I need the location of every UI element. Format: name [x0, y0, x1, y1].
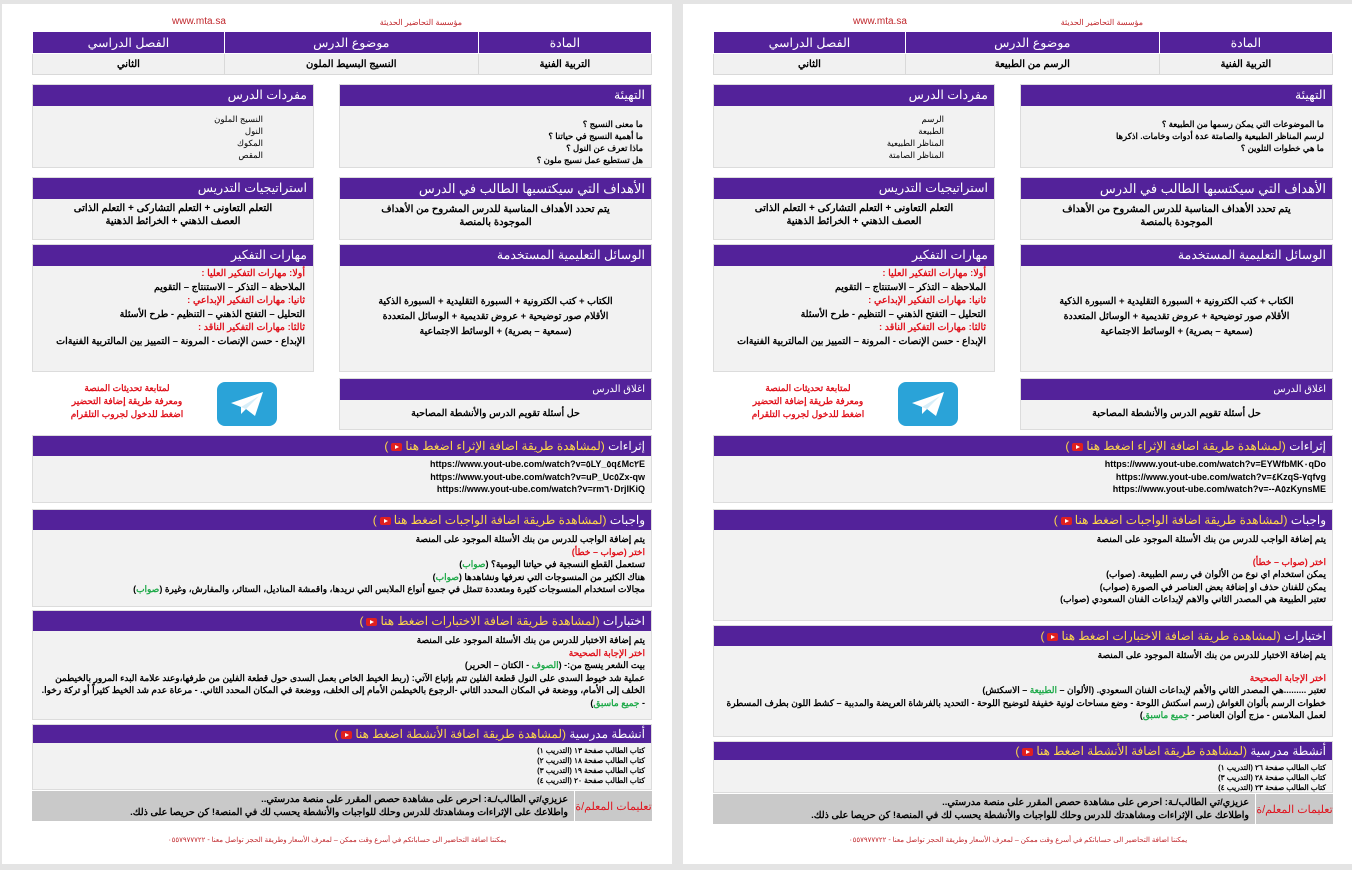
tools-title: الوسائل التعليمية المستخدمة: [1021, 245, 1332, 266]
strategies-text: [33, 199, 313, 232]
thinking-heading: أولا: مهارات التفكير العليا :: [201, 268, 305, 279]
list-line: https://www.yout-ube.com/watch?v=uP_Uc٥Zx-qw: [430, 471, 645, 482]
question-text: مجالات استخدام المنسوجات كثيرة ومتعددة تتمثل في جميع أنواع الملابس التي نريدها، واقمشة المناديل، الستائر، والمفارش، وغيرة (: [159, 584, 645, 594]
list-line: ما معنى النسيج ؟: [582, 119, 643, 129]
activity-item: كتاب الطالب صفحة ١٨ (التدريب ٢): [537, 756, 645, 765]
strategies-line: التعلم التعاونى + التعلم التشاركى + التعلم الذاتى: [73, 203, 273, 214]
tools-text: [1021, 266, 1332, 343]
homework-title: واجبات: [609, 513, 645, 527]
homework-question: [39, 558, 645, 571]
teacher-instructions: [713, 794, 1333, 824]
telegram-message[interactable]: [733, 382, 883, 421]
activities-howto-link[interactable]: [334, 727, 566, 741]
list-line: المناظر الصامتة: [888, 150, 944, 160]
closing-text: حل أسئلة تقويم الدرس والأنشطة المصاحبة: [1092, 408, 1261, 419]
thinking-heading: ثالثا: مهارات التفكير الناقد :: [198, 322, 305, 333]
youtube-icon: [391, 443, 402, 451]
col-topic: موضوع الدرس: [905, 32, 1159, 54]
tools-line: الكتاب + كتب الكترونية + السبورة التقليدية + السبورة الذكية: [1059, 296, 1294, 307]
link-close: ): [372, 513, 377, 527]
list-line: المناظر الطبيعية: [886, 138, 944, 148]
list-line: المكوك: [237, 138, 263, 148]
warmup-title: التهيئة: [1021, 85, 1332, 106]
enrich-section: [713, 435, 1333, 503]
closing-title: اغلاق الدرس: [340, 379, 651, 400]
youtube-icon: [1047, 633, 1058, 641]
subject-value: التربية الفنية: [478, 54, 651, 75]
link-close: ): [359, 614, 364, 628]
vocab-box: [713, 84, 995, 168]
enrich-howto-link[interactable]: [384, 439, 604, 453]
activity-item: كتاب الطالب صفحة ١٣ (التدريب ١): [537, 746, 645, 755]
thinking-line: الإبداع - حسن الإنصات - المرونة – التمييز بين المالتربية الفنيةات: [737, 335, 986, 347]
homework-header: [714, 510, 1332, 530]
col-topic: موضوع الدرس: [224, 32, 478, 54]
homework-section: [713, 509, 1333, 621]
list-line: الطبيعة: [918, 126, 944, 136]
strategies-box: [32, 177, 314, 240]
tools-title: الوسائل التعليمية المستخدمة: [340, 245, 651, 266]
tests-howto-link[interactable]: [1040, 629, 1280, 643]
telegram-message[interactable]: [52, 382, 202, 421]
page-topline: [32, 16, 642, 30]
activity-item: كتاب الطالب صفحة ٢٣ (التدريب ٤): [1218, 783, 1326, 792]
site-url[interactable]: www.mta.sa: [853, 16, 907, 27]
vocab-lines: [33, 106, 313, 165]
list-line: ما هي خطوات التلوين ؟: [1240, 143, 1324, 153]
thinking-title: مهارات التفكير: [33, 245, 313, 266]
subject-value: التربية الفنية: [1159, 54, 1332, 75]
question-end: ): [133, 584, 137, 594]
warmup-title: التهيئة: [340, 85, 651, 106]
homework-howto-link[interactable]: [1054, 513, 1288, 527]
test-question: [720, 684, 1326, 697]
link-close: ): [384, 439, 389, 453]
question-end: ): [432, 571, 436, 582]
teacher-label: تعليمات المعلم/ة: [574, 791, 652, 821]
telegram-icon: [229, 390, 265, 418]
tests-title: اختبارات: [1283, 629, 1326, 643]
enrich-links[interactable]: [714, 456, 1332, 498]
warmup-box: [339, 84, 652, 168]
homework-instruction: اختر (صواب – خطأ): [571, 546, 645, 557]
homework-section: [32, 509, 652, 607]
strategies-line: العصف الذهني + الخرائط الذهنية: [786, 215, 922, 227]
org-name: مؤسسة التحاضير الحديثة: [1060, 18, 1143, 27]
vocab-title: مفردات الدرس: [714, 85, 994, 106]
activities-howto-link[interactable]: [1015, 744, 1247, 758]
homework-header: [33, 510, 651, 530]
question-text: تستعمل القطع النسجية في حياتنا اليومية؟ (: [485, 559, 645, 569]
telegram-button[interactable]: [898, 382, 958, 426]
tools-box: [339, 244, 652, 372]
warmup-box: [1020, 84, 1333, 168]
col-semester: الفصل الدراسي: [714, 32, 906, 54]
link-close: ): [1053, 513, 1058, 527]
page-footer: يمكننا اضافة التحاضير الى حساباتكم في أسرع وقت ممكن – لمعرف الأسعار وطريقة الحجز تواصل معنا - ٠٥٥٧٩٧٧٧٢٢: [848, 837, 1188, 844]
homework-question: [720, 581, 1326, 594]
homework-body: [33, 530, 651, 599]
activities-title: أنشطة مدرسية: [1250, 744, 1326, 758]
enrich-section: [32, 435, 652, 503]
question-text: بيت الشعر ينسج من:- (: [558, 660, 645, 670]
list-line: ما الموضوعات التي يمكن رسمها من الطبيعة ؟: [1161, 119, 1324, 129]
list-line: الرسم: [921, 114, 944, 124]
activities-header: [33, 725, 651, 743]
thinking-line: التحليل – التفتح الذهني – التنظيم - طرح الأسئلة: [119, 308, 305, 320]
tests-body: [714, 646, 1332, 725]
enrich-header: [33, 436, 651, 456]
col-semester: الفصل الدراسي: [33, 32, 225, 54]
list-line: https://www.yout-ube.com/watch?v=٤KzqS-٧qfvg: [1115, 471, 1326, 482]
thinking-text: [33, 266, 313, 352]
telegram-line: ومعرفة طريقة إضافة التحضير: [752, 396, 864, 406]
site-url[interactable]: www.mta.sa: [172, 16, 226, 27]
homework-howto-link[interactable]: [373, 513, 607, 527]
lesson-plan-page-left: [2, 4, 672, 864]
closing-box: [1020, 378, 1333, 430]
youtube-icon: [366, 618, 377, 626]
homework-title: واجبات: [1290, 513, 1326, 527]
youtube-icon: [380, 517, 391, 525]
teacher-line: عزيزي/تي الطالب/ـة: احرص على مشاهدة حصص المقرر على منصة مدرستي..: [942, 797, 1249, 808]
homework-question: [39, 571, 645, 584]
question-text: يمكن للفنان حذف او إضافة بعض العناصر في الصورة (صواب): [1099, 581, 1326, 592]
telegram-line: ومعرفة طريقة إضافة التحضير: [71, 396, 183, 406]
tools-line: (سمعية – بصرية) + الوسائط الاجتماعية: [1100, 326, 1253, 337]
page-footer: يمكننا اضافة التحاضير الى حساباتكم في أسرع وقت ممكن – لمعرف الأسعار وطريقة الحجز تواصل معنا - ٠٥٥٧٩٧٧٧٢٢: [167, 837, 507, 844]
vocab-box: [32, 84, 314, 168]
teacher-line: واطلاعك على الإثراءات ومشاهدتك للدرس وحلك للواجبات والأنشطة يحسب لك في المنصة! كن حريصا على ذلك.: [130, 807, 568, 818]
link-text: (لمشاهدة طريقة اضافة الواجبات اضغط هنا: [1074, 513, 1288, 527]
homework-instruction: اختر (صواب – خطأ): [1252, 556, 1326, 567]
question-end: ): [459, 559, 463, 569]
activity-item: كتاب الطالب صفحة ٢٦ (التدريب ١): [1218, 763, 1326, 772]
warmup-lines: [1021, 106, 1332, 158]
thinking-heading: ثانيا: مهارات التفكير الإبداعي :: [187, 295, 305, 306]
list-line: النول: [244, 126, 263, 136]
tools-line: الأقلام صور توضيحية + عروض تقديمية + الوسائل المتعددة: [382, 311, 609, 322]
question-text: – الاسكتش): [982, 685, 1030, 695]
list-line: https://www.yout-ube.com/watch?v=٥LY_٥q٤Mc٢E: [429, 459, 645, 469]
question-text: هناك الكثير من المنسوجات التي نعرفها ونشاهدها (: [458, 571, 645, 582]
list-line: https://www.yout-ube.com/watch?v=EYWfbMK٠qDo: [1104, 459, 1326, 469]
goals-text: يتم تحدد الأهداف المناسبة للدرس المشروح من الأهداف الموجودة بالمنصة: [1062, 204, 1291, 228]
test-question: [39, 659, 645, 672]
semester-value: الثاني: [33, 54, 225, 75]
col-subject: المادة: [1159, 32, 1332, 54]
strategies-text: [714, 199, 994, 232]
homework-intro: يتم إضافة الواجب للدرس من بنك الأسئلة الموجود على المنصة: [415, 534, 645, 544]
telegram-line: لمتابعة تحديثات المنصة: [765, 383, 851, 393]
thinking-heading: أولا: مهارات التفكير العليا :: [882, 268, 986, 279]
strategies-line: العصف الذهني + الخرائط الذهنية: [105, 215, 241, 227]
answer-text: جميع ماسبق: [1142, 710, 1190, 720]
homework-question: [720, 593, 1326, 606]
list-line: https://www.yout-ube.com/watch?v=--A٥zKynsME: [1112, 484, 1326, 494]
closing-box: [339, 378, 652, 430]
warmup-lines: [340, 106, 651, 170]
topic-value: الرسم من الطبيعة: [905, 54, 1159, 75]
question-text: يمكن استخدام اي نوع من الألوان في رسم الطبيعة. (صواب): [1106, 569, 1326, 579]
question-text: عملية شد خيوط السدى على النول قطعة الفلين تتم بإتباع الآتي: (ربط الخيط الخاص بعمل السدى حول قطعة الفلين من طرفها،وعند علامة البدء المرور بالخيطمن الخلف إلى الأمام، ووضعة في المكان المحدد الثاني -الرجوع بالخيطمن الأمام إلى الخلف، ووضعة في المكان المحدد الثاني. - مرعاة عدم شد الخيط كثيراً أو تركة رخوا. -: [41, 672, 645, 708]
list-line: النسيج الملون: [214, 114, 263, 124]
tests-intro: يتم إضافة الاختبار للدرس من بنك الأسئلة الموجود على المنصة: [1097, 650, 1326, 660]
teacher-label: تعليمات المعلم/ة: [1255, 794, 1333, 824]
telegram-button[interactable]: [217, 382, 277, 426]
goals-box: [1020, 177, 1333, 240]
tests-intro: يتم إضافة الاختبار للدرس من بنك الأسئلة الموجود على المنصة: [416, 635, 645, 645]
question-text: ): [1139, 710, 1143, 720]
telegram-icon: [910, 390, 946, 418]
question-text: تعتبر .........هي المصدر الثاني والأهم لإبداعات الفنان السعودي. (الألوان –: [1056, 685, 1326, 695]
activities-list: [33, 743, 651, 789]
tests-title: اختبارات: [602, 614, 645, 628]
thinking-heading: ثالثا: مهارات التفكير الناقد :: [879, 322, 986, 333]
question-text: خطوات الرسم بألوان الغواش (رسم اسكتش اللوحة - وضع مساحات لونية خفيفة لتوضيح اللوحة - التحديد بالفرشاة العريضة والمدببة – كشط اللون بطرف المسطرة لعمل الملامس - مزج ألوان العناصر -: [726, 697, 1326, 720]
strategies-box: [713, 177, 995, 240]
thinking-line: الملاحظة – التذكر – الاستنتاج – التقويم: [834, 281, 986, 293]
answer-text: الطبيعة: [1029, 685, 1057, 695]
enrich-howto-link[interactable]: [1065, 439, 1285, 453]
homework-body: [714, 530, 1332, 609]
list-line: هل تستطيع عمل نسيج ملون ؟: [536, 155, 643, 165]
link-text: (لمشاهدة طريقة اضافة الاختبارات اضغط هنا: [1061, 629, 1281, 643]
link-close: ): [334, 727, 339, 741]
vocab-title: مفردات الدرس: [33, 85, 313, 106]
homework-intro: يتم إضافة الواجب للدرس من بنك الأسئلة الموجود على المنصة: [1096, 534, 1326, 544]
link-text: (لمشاهدة طريقة اضافة الاختبارات اضغط هنا: [380, 614, 600, 628]
youtube-icon: [341, 731, 352, 739]
page-topline: [713, 16, 1323, 30]
tools-line: الكتاب + كتب الكترونية + السبورة التقليدية + السبورة الذكية: [378, 296, 613, 307]
strategies-title: استراتيجيات التدريس: [33, 178, 313, 199]
list-line: ماذا تعرف عن النول ؟: [566, 143, 643, 153]
enrich-title: إثراءات: [1289, 439, 1326, 453]
link-text: (لمشاهدة طريقة اضافة الواجبات اضغط هنا: [393, 513, 607, 527]
youtube-icon: [1022, 748, 1033, 756]
list-line: https://www.yout-ube.com/watch?v=rm٦٠DrjIKiQ: [436, 484, 645, 494]
activity-item: كتاب الطالب صفحة ٢٨ (التدريب ٣): [1218, 773, 1326, 782]
tests-header: [33, 611, 651, 631]
tests-instruction: اختر الإجابة الصحيحة: [568, 647, 645, 658]
tests-section: [713, 625, 1333, 737]
question-text: ): [590, 697, 594, 708]
goals-box: [339, 177, 652, 240]
list-line: المقص: [238, 150, 263, 160]
teacher-text: [713, 794, 1255, 824]
strategies-title: استراتيجيات التدريس: [714, 178, 994, 199]
homework-question: [39, 583, 645, 596]
list-line: لرسم المناظر الطبيعية والصامتة عدة أدوات وخامات. اذكرها: [1115, 131, 1324, 141]
thinking-line: التحليل – التفتح الذهني – التنظيم - طرح الأسئلة: [800, 308, 986, 320]
closing-title: اغلاق الدرس: [1021, 379, 1332, 400]
vocab-lines: [714, 106, 994, 165]
activity-item: كتاب الطالب صفحة ٢٠ (التدريب ٤): [537, 776, 645, 785]
link-close: ): [1040, 629, 1045, 643]
tests-section: [32, 610, 652, 720]
thinking-text: [714, 266, 994, 352]
semester-value: الثاني: [714, 54, 906, 75]
link-text: (لمشاهدة طريقة اضافة الإثراء اضغط هنا: [1086, 439, 1286, 453]
teacher-line: عزيزي/تي الطالب/ـة: احرص على مشاهدة حصص المقرر على منصة مدرستي..: [261, 794, 568, 805]
enrich-title: إثراءات: [608, 439, 645, 453]
telegram-line: لمتابعة تحديثات المنصة: [84, 383, 170, 393]
answer-text: صواب: [136, 584, 160, 594]
tests-instruction: اختر الإجابة الصحيحة: [1249, 672, 1326, 683]
thinking-heading: ثانيا: مهارات التفكير الإبداعي :: [868, 295, 986, 306]
tools-line: الأقلام صور توضيحية + عروض تقديمية + الوسائل المتعددة: [1063, 311, 1290, 322]
teacher-text: [32, 791, 574, 821]
telegram-line: اضغط للدخول لجروب التلقرام: [70, 409, 184, 419]
answer-text: جميع ماسبق: [593, 697, 640, 708]
lesson-header-table: [713, 31, 1333, 75]
question-text: - الكتان – الحرير): [464, 660, 532, 670]
teacher-instructions: [32, 791, 652, 821]
tools-line: (سمعية – بصرية) + الوسائط الاجتماعية: [419, 326, 572, 337]
youtube-icon: [1061, 517, 1072, 525]
answer-text: صواب: [462, 559, 486, 569]
lesson-header-table: [32, 31, 652, 75]
test-question: [39, 672, 645, 710]
goals-text: يتم تحدد الأهداف المناسبة للدرس المشروح من الأهداف الموجودة بالمنصة: [381, 204, 610, 228]
thinking-box: [32, 244, 314, 372]
link-close: ): [1065, 439, 1070, 453]
link-close: ): [1015, 744, 1020, 758]
tests-header: [714, 626, 1332, 646]
activities-list: [714, 760, 1332, 796]
enrich-header: [714, 436, 1332, 456]
tests-body: [33, 631, 651, 712]
test-question: [720, 697, 1326, 722]
activities-header: [714, 742, 1332, 760]
question-text: تعتبر الطبيعة هي المصدر الثاني والاهم لإبداعات الفنان السعودي (صواب): [1060, 594, 1326, 604]
activities-section: [713, 741, 1333, 793]
thinking-box: [713, 244, 995, 372]
org-name: مؤسسة التحاضير الحديثة: [379, 18, 462, 27]
activities-title: أنشطة مدرسية: [569, 727, 645, 741]
tools-box: [1020, 244, 1333, 372]
list-line: ما أهمية النسيج في حياتنا ؟: [548, 131, 643, 141]
tools-text: [340, 266, 651, 343]
teacher-line: واطلاعك على الإثراءات ومشاهدتك للدرس وحلك للواجبات والأنشطة يحسب لك في المنصة! كن حريصا على ذلك.: [811, 810, 1249, 821]
col-subject: المادة: [478, 32, 651, 54]
tests-howto-link[interactable]: [359, 614, 599, 628]
answer-text: الصوف: [531, 660, 559, 670]
link-text: (لمشاهدة طريقة اضافة الأنشطة اضغط هنا: [355, 727, 567, 741]
thinking-line: الملاحظة – التذكر – الاستنتاج – التقويم: [153, 281, 305, 293]
topic-value: النسيج البسيط الملون: [224, 54, 478, 75]
activities-section: [32, 724, 652, 790]
thinking-title: مهارات التفكير: [714, 245, 994, 266]
thinking-line: الإبداع - حسن الإنصات - المرونة – التمييز بين المالتربية الفنيةات: [56, 335, 305, 347]
goals-title: الأهداف التي سيكتسبها الطالب في الدرس: [1021, 178, 1332, 199]
youtube-icon: [1072, 443, 1083, 451]
closing-text: حل أسئلة تقويم الدرس والأنشطة المصاحبة: [411, 408, 580, 419]
activity-item: كتاب الطالب صفحة ١٩ (التدريب ٣): [537, 766, 645, 775]
lesson-plan-page-right: [683, 4, 1352, 864]
link-text: (لمشاهدة طريقة اضافة الأنشطة اضغط هنا: [1036, 744, 1248, 758]
telegram-line: اضغط للدخول لجروب التلقرام: [751, 409, 865, 419]
enrich-links[interactable]: [33, 456, 651, 498]
strategies-line: التعلم التعاونى + التعلم التشاركى + التعلم الذاتى: [754, 203, 954, 214]
link-text: (لمشاهدة طريقة اضافة الإثراء اضغط هنا: [405, 439, 605, 453]
goals-title: الأهداف التي سيكتسبها الطالب في الدرس: [340, 178, 651, 199]
homework-question: [720, 568, 1326, 581]
answer-text: صواب: [435, 571, 459, 582]
